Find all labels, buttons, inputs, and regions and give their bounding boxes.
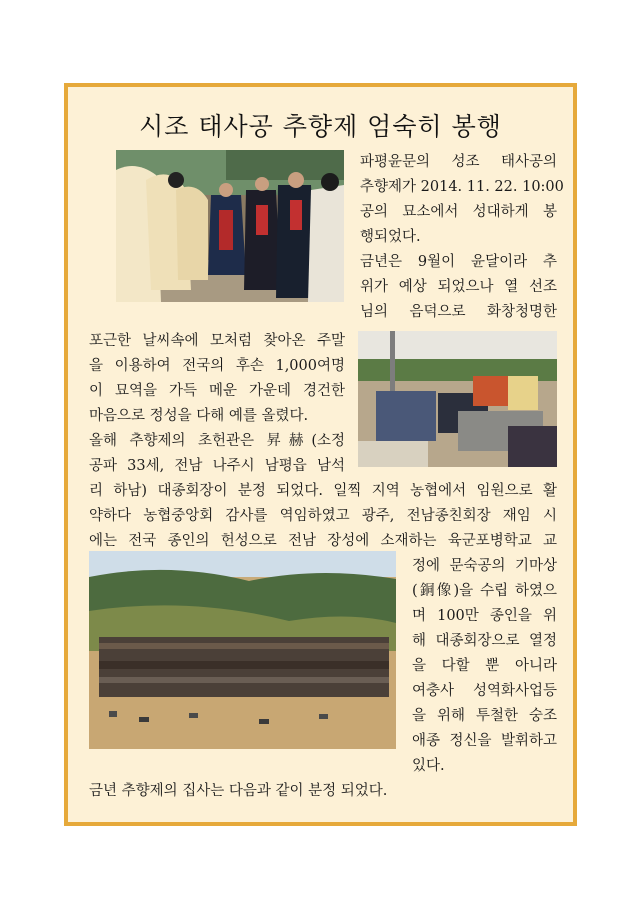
ceremony-officiants-photo (116, 150, 344, 302)
paragraph-line: 올해 추향제의 초헌관은 昇赫(소정 (89, 433, 345, 449)
paragraph-line: 여충사 성역화사업등 (412, 683, 557, 699)
article-title: 시조 태사공 추향제 엄숙히 봉행 (139, 112, 502, 141)
paragraph-line: 리 하남) 대종회장이 분정 되었다. 일찍 지역 농협에서 임원으로 활 (89, 483, 557, 499)
paragraph-line: 애종 정신을 발휘하고 (412, 733, 557, 749)
paragraph-line: 파평윤문의 성조 태사공의 (360, 154, 557, 170)
paragraph-line: 이 묘역을 가득 메운 가운데 경건한 (89, 383, 345, 399)
paragraph-line: 있다. (412, 758, 445, 774)
paragraph-line: 을 위해 투철한 숭조 (412, 708, 557, 724)
paragraph-line: 금년은 9월이 윤달이라 추 (360, 254, 557, 270)
paragraph-line: 공의 묘소에서 성대하게 봉 (360, 204, 557, 220)
ritual-table-photo (358, 331, 557, 467)
paragraph-line: 공파 33세, 전남 나주시 남평읍 남석 (89, 458, 345, 474)
paragraph-line: 에는 전국 종인의 헌성으로 전남 장성에 소재하는 육군포병학교 교 (89, 533, 557, 549)
paragraph-line: 약하다 농협중앙회 감사를 역임하였고 광주, 전남종친회장 재임 시 (89, 508, 557, 524)
paragraph-line: 행되었다. (360, 229, 421, 245)
paragraph-line: (銅像)을 수립 하였으 (412, 583, 557, 599)
paragraph-line: 해 대종회장으로 열정 (412, 633, 557, 649)
paragraph-line: 정에 문숙공의 기마상 (412, 558, 557, 574)
paragraph-line: 을 다할 뿐 아니라 (412, 658, 557, 674)
gathered-descendants-photo (89, 551, 396, 749)
paragraph-line: 위가 예상 되었으나 열 선조 (360, 279, 557, 295)
paragraph-line: 금년 추향제의 집사는 다음과 같이 분정 되었다. (89, 783, 388, 799)
article-frame (64, 83, 577, 826)
paragraph-line: 마음으로 정성을 다해 예를 올렸다. (89, 408, 309, 424)
paragraph-line: 을 이용하여 전국의 후손 1,000여명 (89, 358, 345, 374)
paragraph-line: 님의 음덕으로 화창청명한 (360, 304, 557, 320)
paragraph-line: 추향제가 2014. 11. 22. 10:00 (360, 179, 564, 195)
paragraph-line: 포근한 날씨속에 모처럼 찾아온 주말 (89, 333, 345, 349)
paragraph-line: 며 100만 종인을 위 (412, 608, 557, 624)
